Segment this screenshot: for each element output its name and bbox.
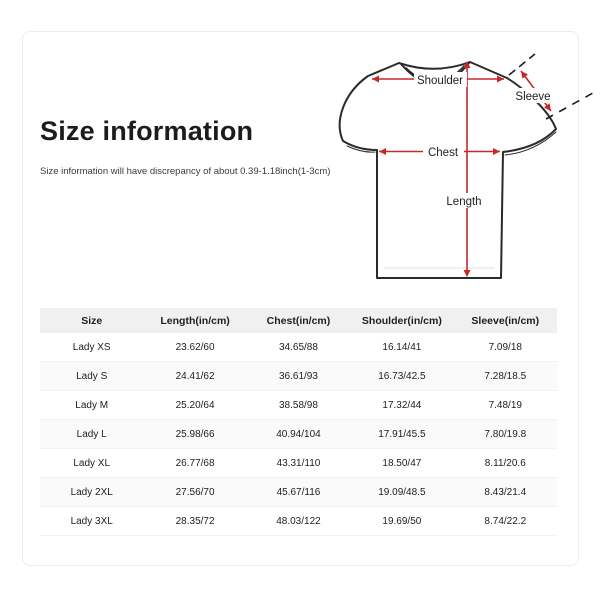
table-cell: 19.09/48.5 xyxy=(350,478,453,507)
table-cell: 25.20/64 xyxy=(143,391,246,420)
table-cell: 7.09/18 xyxy=(488,341,522,353)
table-row xyxy=(40,449,557,478)
table-row xyxy=(40,507,557,536)
tshirt-measurement-diagram xyxy=(330,45,598,300)
page-subtitle: Size information will have discrepancy of about 0.39-1.18inch(1-3cm) xyxy=(40,166,331,177)
table-cell: 24.41/62 xyxy=(143,362,246,391)
table-cell: 26.77/68 xyxy=(143,449,246,478)
page-title: Size information xyxy=(40,116,254,146)
table-cell: Lady XS xyxy=(72,341,111,353)
table-cell: Lady 2XL xyxy=(40,478,143,507)
table-cell: 36.61/93 xyxy=(247,362,350,391)
table-cell: Lady XL xyxy=(40,449,143,478)
table-cell: 34.65/88 xyxy=(279,341,318,353)
table-cell: 16.73/42.5 xyxy=(350,362,453,391)
table-cell: 16.14/41 xyxy=(382,341,422,353)
header-cell: Chest(in/cm) xyxy=(247,308,350,333)
table-cell: 7.28/18.5 xyxy=(454,362,557,391)
header-row xyxy=(40,308,557,333)
table-cell: 17.91/45.5 xyxy=(350,420,453,449)
table-cell: 7.80/19.8 xyxy=(454,420,557,449)
table-cell: 19.69/50 xyxy=(350,507,453,536)
shoulder-label: Shoulder xyxy=(416,75,464,87)
table-cell: 8.43/21.4 xyxy=(454,478,557,507)
header-cell: Shoulder(in/cm) xyxy=(350,308,453,333)
table-cell: Lady S xyxy=(40,362,143,391)
header-cell: Length(in/cm) xyxy=(143,308,246,333)
header-cell: Size xyxy=(40,308,143,333)
table-row xyxy=(40,478,557,507)
table-cell: 45.67/116 xyxy=(247,478,350,507)
size-table xyxy=(40,308,557,536)
table-cell: Lady L xyxy=(40,420,143,449)
table-row xyxy=(40,362,557,391)
table-cell: 48.03/122 xyxy=(247,507,350,536)
table-cell: 23.62/60 xyxy=(175,341,215,353)
chest-label: Chest xyxy=(427,147,459,159)
table-cell: 43.31/110 xyxy=(247,449,350,478)
sleeve-label: Sleeve xyxy=(515,91,551,103)
table-row xyxy=(40,333,557,362)
size-table-body xyxy=(40,333,557,536)
header-cell: Sleeve(in/cm) xyxy=(454,308,557,333)
table-cell: 27.56/70 xyxy=(143,478,246,507)
table-cell: Lady 3XL xyxy=(40,507,143,536)
length-label: Length xyxy=(446,196,482,208)
table-row xyxy=(40,391,557,420)
table-cell: 40.94/104 xyxy=(247,420,350,449)
table-cell: 28.35/72 xyxy=(143,507,246,536)
table-cell: 7.48/19 xyxy=(454,391,557,420)
table-cell: Lady M xyxy=(40,391,143,420)
table-cell: 8.11/20.6 xyxy=(454,449,557,478)
table-row xyxy=(40,420,557,449)
table-cell: 18.50/47 xyxy=(350,449,453,478)
table-cell: 25.98/66 xyxy=(143,420,246,449)
table-cell: 8.74/22.2 xyxy=(454,507,557,536)
size-table-header xyxy=(40,308,557,333)
table-cell: 17.32/44 xyxy=(350,391,453,420)
table-cell: 38.58/98 xyxy=(247,391,350,420)
